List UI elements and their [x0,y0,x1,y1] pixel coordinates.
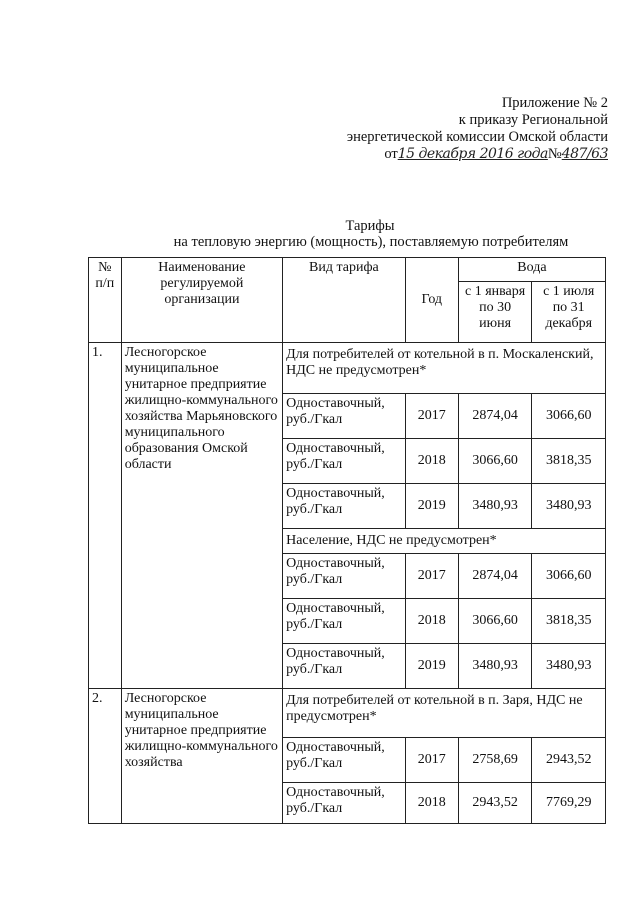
row-kind: Одноставочный, руб./Гкал [283,394,406,439]
order-date-line [384,146,608,163]
table-header-row [89,258,606,282]
row-value-1: 3066,60 [458,599,532,644]
row-value-2: 3066,60 [532,394,606,439]
row-year: 2019 [405,484,458,529]
order-number-handwritten: 487/63 [561,146,608,162]
row-kind: Одноставочный, руб./Гкал [283,644,406,689]
row-kind: Одноставочный, руб./Гкал [283,738,406,783]
row-value-2: 3818,35 [532,599,606,644]
org2-name: Лесногорское муниципальное унитарное предприятие жилищно-коммунального хозяйства [121,689,282,824]
row-value-2: 3480,93 [532,484,606,529]
org1-group2-label: Население, НДС не предусмотрен* [283,529,606,554]
org1-name: Лесногорское муниципальное унитарное предприятие жилищно-коммунального хозяйства Марьяновского муниципального образования Омской области [121,343,282,689]
appendix-label: Приложение № 2 [501,95,608,111]
row-year: 2018 [405,599,458,644]
table-row [89,689,606,738]
org1-group1-label: Для потребителей от котельной в п. Москаленский, НДС не предусмотрен* [283,343,606,394]
row-kind: Одноставочный, руб./Гкал [283,484,406,529]
tariff-table [88,257,606,824]
commission-name: энергетической комиссии Омской области [346,129,608,145]
row-year: 2019 [405,644,458,689]
order-reference: к приказу Региональной [458,112,608,128]
row-kind: Одноставочный, руб./Гкал [283,783,406,824]
row-value-1: 3480,93 [458,644,532,689]
number-sign: № [547,146,562,162]
row-kind: Одноставочный, руб./Гкал [283,554,406,599]
header-kind: Вид тарифа [283,258,406,343]
row-year: 2018 [405,439,458,484]
row-value-1: 2943,52 [458,783,532,824]
row-value-1: 2874,04 [458,554,532,599]
org2-num: 2. [89,689,122,824]
row-year: 2017 [405,554,458,599]
row-year: 2017 [405,738,458,783]
org1-num: 1. [89,343,122,689]
order-date-handwritten: 15 декабря 2016 года [397,146,548,162]
date-prefix: от [384,146,398,162]
document-title: Тарифы [345,218,395,234]
row-value-1: 3066,60 [458,439,532,484]
row-year: 2018 [405,783,458,824]
row-year: 2017 [405,394,458,439]
header-water: Вода [458,258,605,282]
table-row [89,343,606,394]
row-value-2: 3480,93 [532,644,606,689]
row-kind: Одноставочный, руб./Гкал [283,599,406,644]
org2-group1-label: Для потребителей от котельной в п. Заря, НДС не предусмотрен* [283,689,606,738]
row-value-2: 2943,52 [532,738,606,783]
row-value-2: 3066,60 [532,554,606,599]
row-value-1: 3480,93 [458,484,532,529]
row-value-1: 2874,04 [458,394,532,439]
row-value-1: 2758,69 [458,738,532,783]
row-value-2: 3818,35 [532,439,606,484]
row-kind: Одноставочный, руб./Гкал [283,439,406,484]
document-subtitle: на тепловую энергию (мощность), поставляемую потребителям [173,234,569,250]
header-org: Наименование регулируемой организации [121,258,282,343]
header-num: № п/п [89,258,122,343]
header-period-1: с 1 января по 30 июня [458,282,532,343]
header-year: Год [405,258,458,343]
row-value-2: 7769,29 [532,783,606,824]
header-period-2: с 1 июля по 31 декабря [532,282,606,343]
